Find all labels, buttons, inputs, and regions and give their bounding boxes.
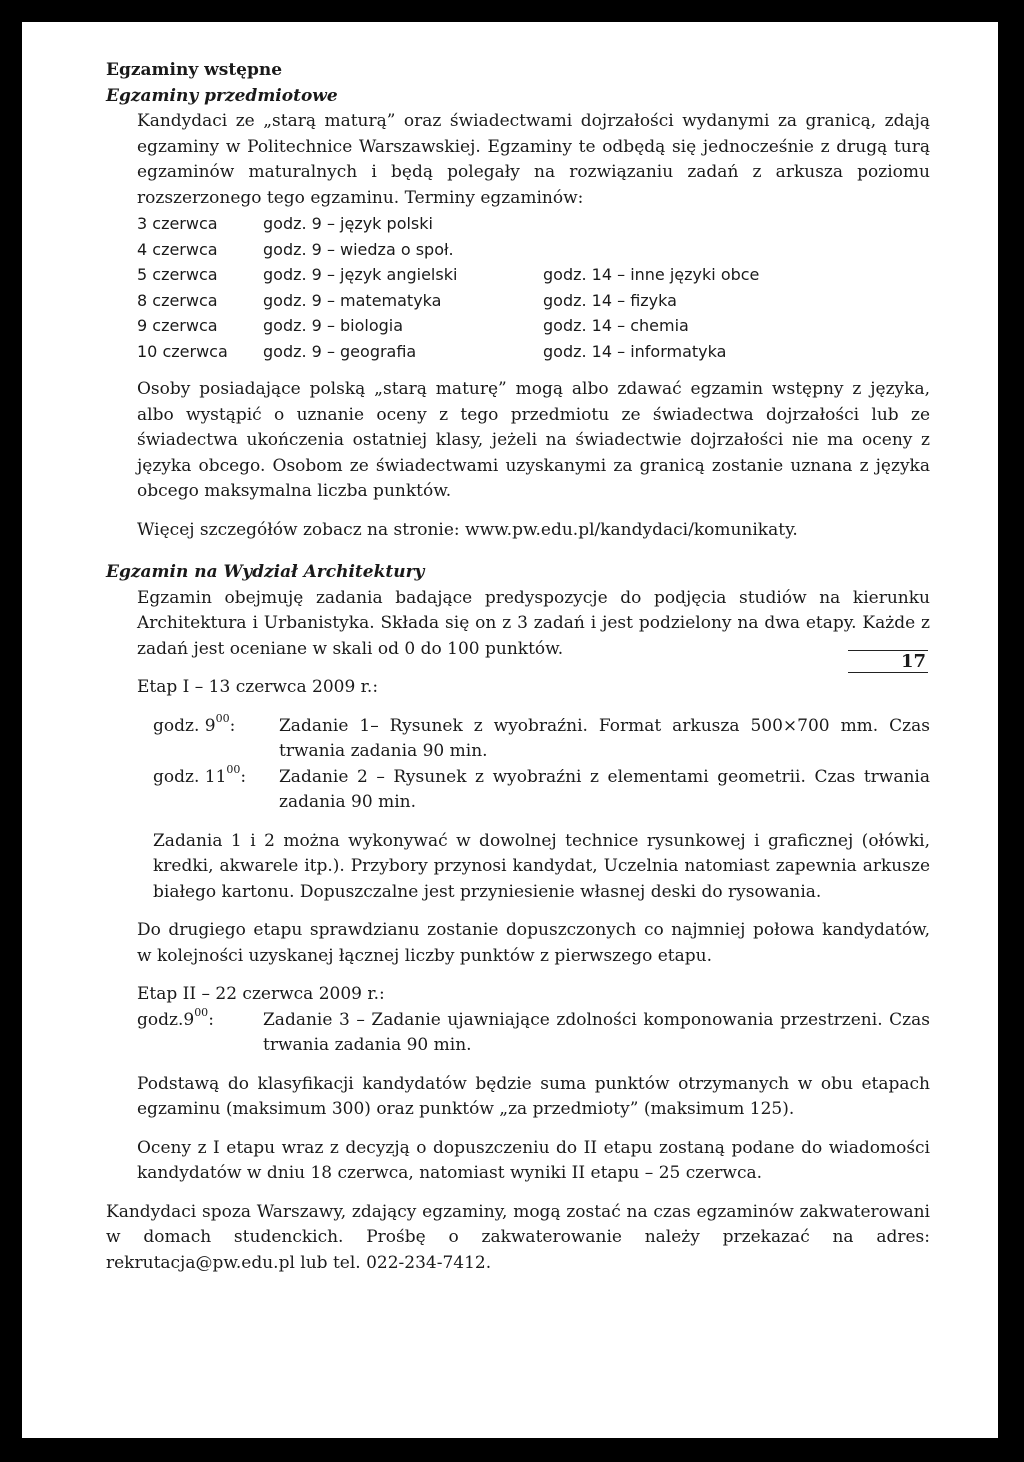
page-number: 17 <box>848 650 928 673</box>
housing-info-paragraph: Kandydaci spoza Warszawy, zdający egzaminy, mogą zostać na czas egzaminów zakwaterowani w domach studenckich. Prośbę o zakwaterowanie należy przekazać na adres: rekrutacja@pw.edu.pl lub tel. 022-234-7412. <box>106 1201 930 1273</box>
schedule-date: 8 czerwca <box>137 290 218 310</box>
task-time: $godz.9^{00}$: <box>137 1005 214 1030</box>
schedule-morning: godz. 9 – biologia <box>263 316 404 335</box>
page-content <box>106 58 930 1276</box>
intro-paragraph: Kandydaci ze „starą maturą” oraz świadectwami dojrzałości wydanymi za granicą, zdają egzaminy w Politechnice Warszawskiej. Egzaminy te odbędą się jednocześnie z drugą turą egzaminów maturalnych i będą polegały na rozwiązaniu zadań z arkusza poziomu rozszerzonego tego egzaminu. Terminy egzaminów: <box>137 111 930 208</box>
old-matura-paragraph: Osoby posiadające polską „starą maturę” mogą albo zdawać egzamin wstępny z języka, albo wystąpić o uznanie oceny z tego przedmiotu ze świadectwa dojrzałości lub ze świadectwa ukończenia ostatniej klasy, jeżeli na świadectwie dojrzałości nie ma oceny z języka obcego. Osobom ze świadectwami uzyskanymi za granicą zostanie uznana z języka obcego maksymalna liczba punktów. <box>137 379 930 501</box>
schedule-row <box>137 339 759 365</box>
schedule-morning: godz. 9 – wiedza o społ. <box>263 239 454 259</box>
schedule-date: 4 czerwca <box>137 239 218 259</box>
task-time: godz. $11^{00}$: <box>153 762 247 787</box>
exam-schedule-table <box>137 211 759 364</box>
schedule-morning: godz. 9 – matematyka <box>263 290 442 310</box>
schedule-row <box>137 237 759 263</box>
second-stage-admission: Do drugiego etapu sprawdzianu zostanie dopuszczonych co najmniej połowa kandydatów, w kolejności uzyskanej łącznej liczby punktów z pierwszego etapu. <box>137 920 930 966</box>
stage1-heading: Etap I – 13 czerwca 2009 r.: <box>137 677 379 697</box>
schedule-afternoon <box>543 237 759 263</box>
document-page <box>22 22 998 1438</box>
more-details-link-text: Więcej szczegółów zobacz na stronie: www.pw.edu.pl/kandydaci/komunikaty. <box>137 519 798 540</box>
schedule-morning: godz. 9 – geografia <box>263 341 417 361</box>
schedule-date: 3 czerwca <box>137 214 218 233</box>
stage1-task-row <box>153 711 930 765</box>
classification-paragraph: Podstawą do klasyfikacji kandydatów będzie suma punktów otrzymanych w obu etapach egzaminu (maksimum 300) oraz punktów „za przedmioty” (maksimum 125). <box>137 1073 930 1119</box>
schedule-morning: godz. 9 – język polski <box>263 214 433 233</box>
schedule-row <box>137 313 759 339</box>
task-time: godz. $9^{00}$: <box>153 711 236 736</box>
schedule-afternoon: godz. 14 – fizyka <box>543 290 677 310</box>
schedule-morning: godz. 9 – język angielski <box>263 265 458 284</box>
stage1-task-row <box>153 762 930 816</box>
subsection-title-subject-exams: Egzaminy przedmiotowe <box>106 85 338 106</box>
task-description: Zadanie 1– Rysunek z wyobraźni. Format arkusza 500×700 mm. Czas trwania zadania 90 min. <box>279 715 930 761</box>
schedule-row <box>137 211 759 237</box>
schedule-date: 10 czerwca <box>137 341 228 361</box>
task-description: Zadanie 3 – Zadanie ujawniające zdolności komponowania przestrzeni. Czas trwania zadania 90 min. <box>263 1009 930 1055</box>
tasks-technique-paragraph: Zadania 1 i 2 można wykonywać w dowolnej technice rysunkowej i graficznej (ołówki, kredki, akwarele itp.). Przybory przynosi kandydat, Uczelnia natomiast zapewnia arkusze białego kartonu. Dopuszczalne jest przyniesienie własnej deski do rysowania. <box>153 830 930 902</box>
task-description: Zadanie 2 – Rysunek z wyobraźni z elementami geometrii. Czas trwania zadania 90 min. <box>279 766 930 812</box>
schedule-date: 9 czerwca <box>137 316 218 335</box>
subsection-title-architecture: Egzamin na Wydział Architektury <box>106 562 425 582</box>
architecture-intro: Egzamin obejmuję zadania badające predyspozycje do podjęcia studiów na kierunku Architektura i Urbanistyka. Składa się on z 3 zadań i jest podzielony na dwa etapy. Każde z zadań jest oceniane w skali od 0 do 100 punktów. <box>137 587 930 659</box>
schedule-row <box>137 288 759 314</box>
schedule-afternoon: godz. 14 – chemia <box>543 316 689 335</box>
schedule-afternoon: godz. 14 – informatyka <box>543 341 727 361</box>
schedule-date: 5 czerwca <box>137 265 218 284</box>
results-info-paragraph: Oceny z I etapu wraz z decyzją o dopuszczeniu do II etapu zostaną podane do wiadomości kandydatów w dniu 18 czerwca, natomiast wyniki II etapu – 25 czerwca. <box>137 1137 930 1183</box>
stage2-task-row <box>137 1005 930 1059</box>
stage2-heading: Etap II – 22 czerwca 2009 r.: <box>137 984 385 1004</box>
section-title: Egzaminy wstępne <box>106 60 283 80</box>
schedule-afternoon <box>543 211 759 237</box>
schedule-afternoon: godz. 14 – inne języki obce <box>543 265 760 284</box>
schedule-row <box>137 262 759 288</box>
